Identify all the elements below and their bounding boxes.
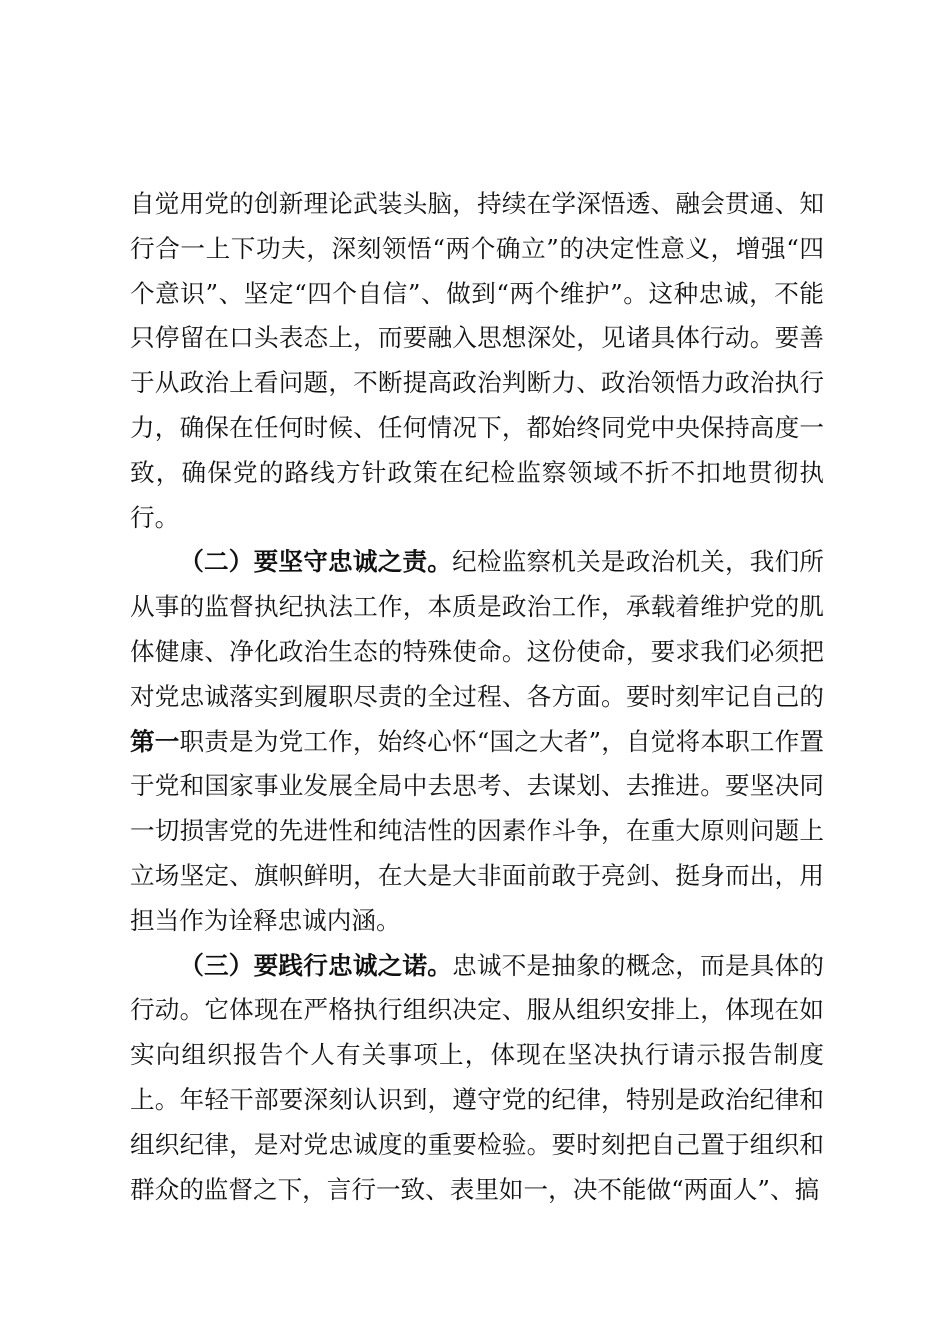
paragraph-text: 纪检监察机关是政治机关，我们所从事的监督执纪执法工作，本质是政治工作，承载着维护党的肌体健康、净化政治生态的特殊使命。这份使命，要求我们必须把对党忠诚落实到履职尽责的全过程、各方面。要时刻牢记自己的 bbox=[130, 547, 824, 711]
paragraph-2 bbox=[130, 540, 824, 943]
paragraph-text: 职责是为党工作，始终心怀“国之大者”，自觉将本职工作置于党和国家事业发展全局中去思考、去谋划、去推进。要坚决同一切损害党的先进性和纯洁性的因素作斗争，在重大原则问题上立场坚定、旗帜鲜明，在大是大非面前敢于亮剑、挺身而出，用担当作为诠释忠诚内涵。 bbox=[130, 726, 824, 935]
paragraph-3 bbox=[130, 944, 824, 1213]
paragraph-1 bbox=[130, 182, 824, 540]
paragraph-text: 自觉用党的创新理论武装头脑，持续在学深悟透、融会贯通、知行合一上下功夫，深刻领悟“两个确立”的决定性意义，增强“四个意识”、坚定“四个自信”、做到“两个维护”。这种忠诚，不能只停留在口头表态上，而要融入思想深处，见诸具体行动。要善于从政治上看问题，不断提高政治判断力、政治领悟力政治执行力，确保在任何时候、任何情况下，都始终同党中央保持高度一致，确保党的路线方针政策在纪检监察领域不折不扣地贯彻执行。 bbox=[130, 189, 824, 532]
section-heading-3: （三）要践行忠诚之诺。 bbox=[179, 950, 453, 980]
paragraph-text: 忠诚不是抽象的概念，而是具体的行动。它体现在严格执行组织决定、服从组织安排上，体现在如实向组织报告个人有关事项上，体现在坚决执行请示报告制度上。年轻干部要深刻认识到，遵守党的纪律，特别是政治纪律和组织纪律，是对党忠诚度的重要检验。要时刻把自己置于组织和群众的监督之下，言行一致、表里如一，决不能做“两面人”、搞 bbox=[130, 950, 824, 1204]
bold-inline-text: 第一 bbox=[130, 726, 180, 756]
section-heading-2: （二）要坚守忠诚之责。 bbox=[179, 547, 453, 577]
document-page bbox=[130, 182, 824, 1212]
